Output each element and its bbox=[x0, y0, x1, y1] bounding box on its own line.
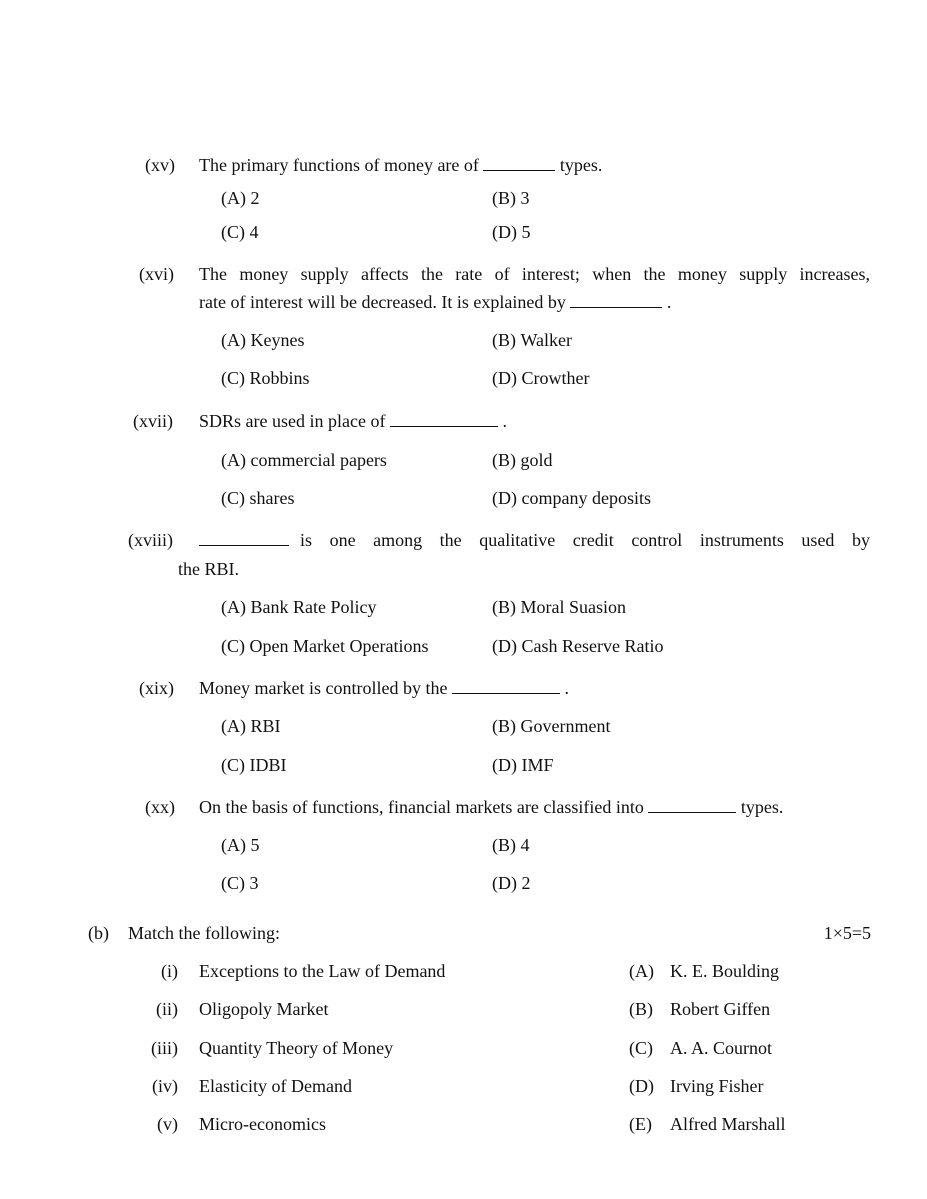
option-a: (A) 2 bbox=[221, 188, 260, 208]
match-right-letter: (B) bbox=[629, 999, 653, 1019]
option-c: (C) 3 bbox=[221, 873, 259, 893]
option-b: (B) Moral Suasion bbox=[492, 597, 626, 617]
option-b: (B) 3 bbox=[492, 188, 530, 208]
match-right-letter: (D) bbox=[629, 1076, 654, 1096]
option-a: (A) RBI bbox=[221, 716, 281, 736]
question-number: (xx) bbox=[145, 797, 175, 817]
question-text-line1: is one among the qualitative credit control instruments used by bbox=[300, 530, 870, 550]
match-left-number: (v) bbox=[157, 1114, 178, 1134]
question-text-line1: The money supply affects the rate of interest; when the money supply increases, bbox=[199, 264, 870, 284]
option-d: (D) 5 bbox=[492, 222, 531, 242]
match-left-item: Oligopoly Market bbox=[199, 999, 329, 1019]
question-text: SDRs are used in place of . bbox=[199, 411, 507, 431]
option-a: (A) Keynes bbox=[221, 330, 305, 350]
option-b: (B) Walker bbox=[492, 330, 573, 350]
answer-blank bbox=[452, 678, 560, 694]
match-right-letter: (C) bbox=[629, 1038, 653, 1058]
option-b: (B) gold bbox=[492, 450, 553, 470]
option-c: (C) Open Market Operations bbox=[221, 636, 429, 656]
question-number: (xvi) bbox=[139, 264, 174, 284]
option-c: (C) Robbins bbox=[221, 368, 310, 388]
option-d: (D) company deposits bbox=[492, 488, 651, 508]
match-right-item: K. E. Boulding bbox=[670, 961, 780, 981]
match-left-number: (i) bbox=[161, 961, 178, 981]
option-d: (D) 2 bbox=[492, 873, 531, 893]
option-c: (C) IDBI bbox=[221, 755, 287, 775]
match-left-number: (iv) bbox=[152, 1076, 178, 1096]
option-d: (D) Crowther bbox=[492, 368, 590, 388]
question-number: (xvii) bbox=[133, 411, 173, 431]
answer-blank bbox=[570, 292, 662, 308]
option-a: (A) 5 bbox=[221, 835, 260, 855]
option-a: (A) Bank Rate Policy bbox=[221, 597, 377, 617]
question-number: (xv) bbox=[145, 155, 175, 175]
answer-blank-wrap bbox=[199, 529, 289, 551]
section-label: (b) bbox=[88, 923, 109, 943]
match-left-item: Exceptions to the Law of Demand bbox=[199, 961, 446, 981]
option-b: (B) 4 bbox=[492, 835, 530, 855]
marks: 1×5=5 bbox=[823, 923, 871, 943]
match-right-letter: (E) bbox=[629, 1114, 652, 1134]
section-title: Match the following: bbox=[128, 923, 280, 943]
match-left-item: Elasticity of Demand bbox=[199, 1076, 352, 1096]
option-c: (C) 4 bbox=[221, 222, 259, 242]
match-left-item: Quantity Theory of Money bbox=[199, 1038, 394, 1058]
match-right-item: Robert Giffen bbox=[670, 999, 771, 1019]
question-text: Money market is controlled by the . bbox=[199, 678, 569, 698]
match-left-number: (ii) bbox=[156, 999, 178, 1019]
question-text: On the basis of functions, financial markets are classified into types. bbox=[199, 797, 784, 817]
answer-blank bbox=[483, 155, 555, 171]
match-right-letter: (A) bbox=[629, 961, 654, 981]
option-a: (A) commercial papers bbox=[221, 450, 387, 470]
match-right-item: A. A. Cournot bbox=[670, 1038, 773, 1058]
match-right-item: Irving Fisher bbox=[670, 1076, 764, 1096]
option-d: (D) Cash Reserve Ratio bbox=[492, 636, 664, 656]
match-left-item: Micro-economics bbox=[199, 1114, 326, 1134]
match-right-item: Alfred Marshall bbox=[670, 1114, 786, 1134]
question-text: The primary functions of money are of types. bbox=[199, 155, 603, 175]
answer-blank bbox=[199, 530, 289, 546]
question-text-line2: the RBI. bbox=[178, 559, 239, 579]
option-c: (C) shares bbox=[221, 488, 295, 508]
answer-blank bbox=[648, 797, 736, 813]
question-number: (xix) bbox=[139, 678, 174, 698]
answer-blank bbox=[390, 411, 498, 427]
question-text-line2: rate of interest will be decreased. It is explained by . bbox=[199, 292, 672, 312]
option-d: (D) IMF bbox=[492, 755, 554, 775]
question-number: (xviii) bbox=[128, 530, 173, 550]
option-b: (B) Government bbox=[492, 716, 611, 736]
match-left-number: (iii) bbox=[151, 1038, 178, 1058]
